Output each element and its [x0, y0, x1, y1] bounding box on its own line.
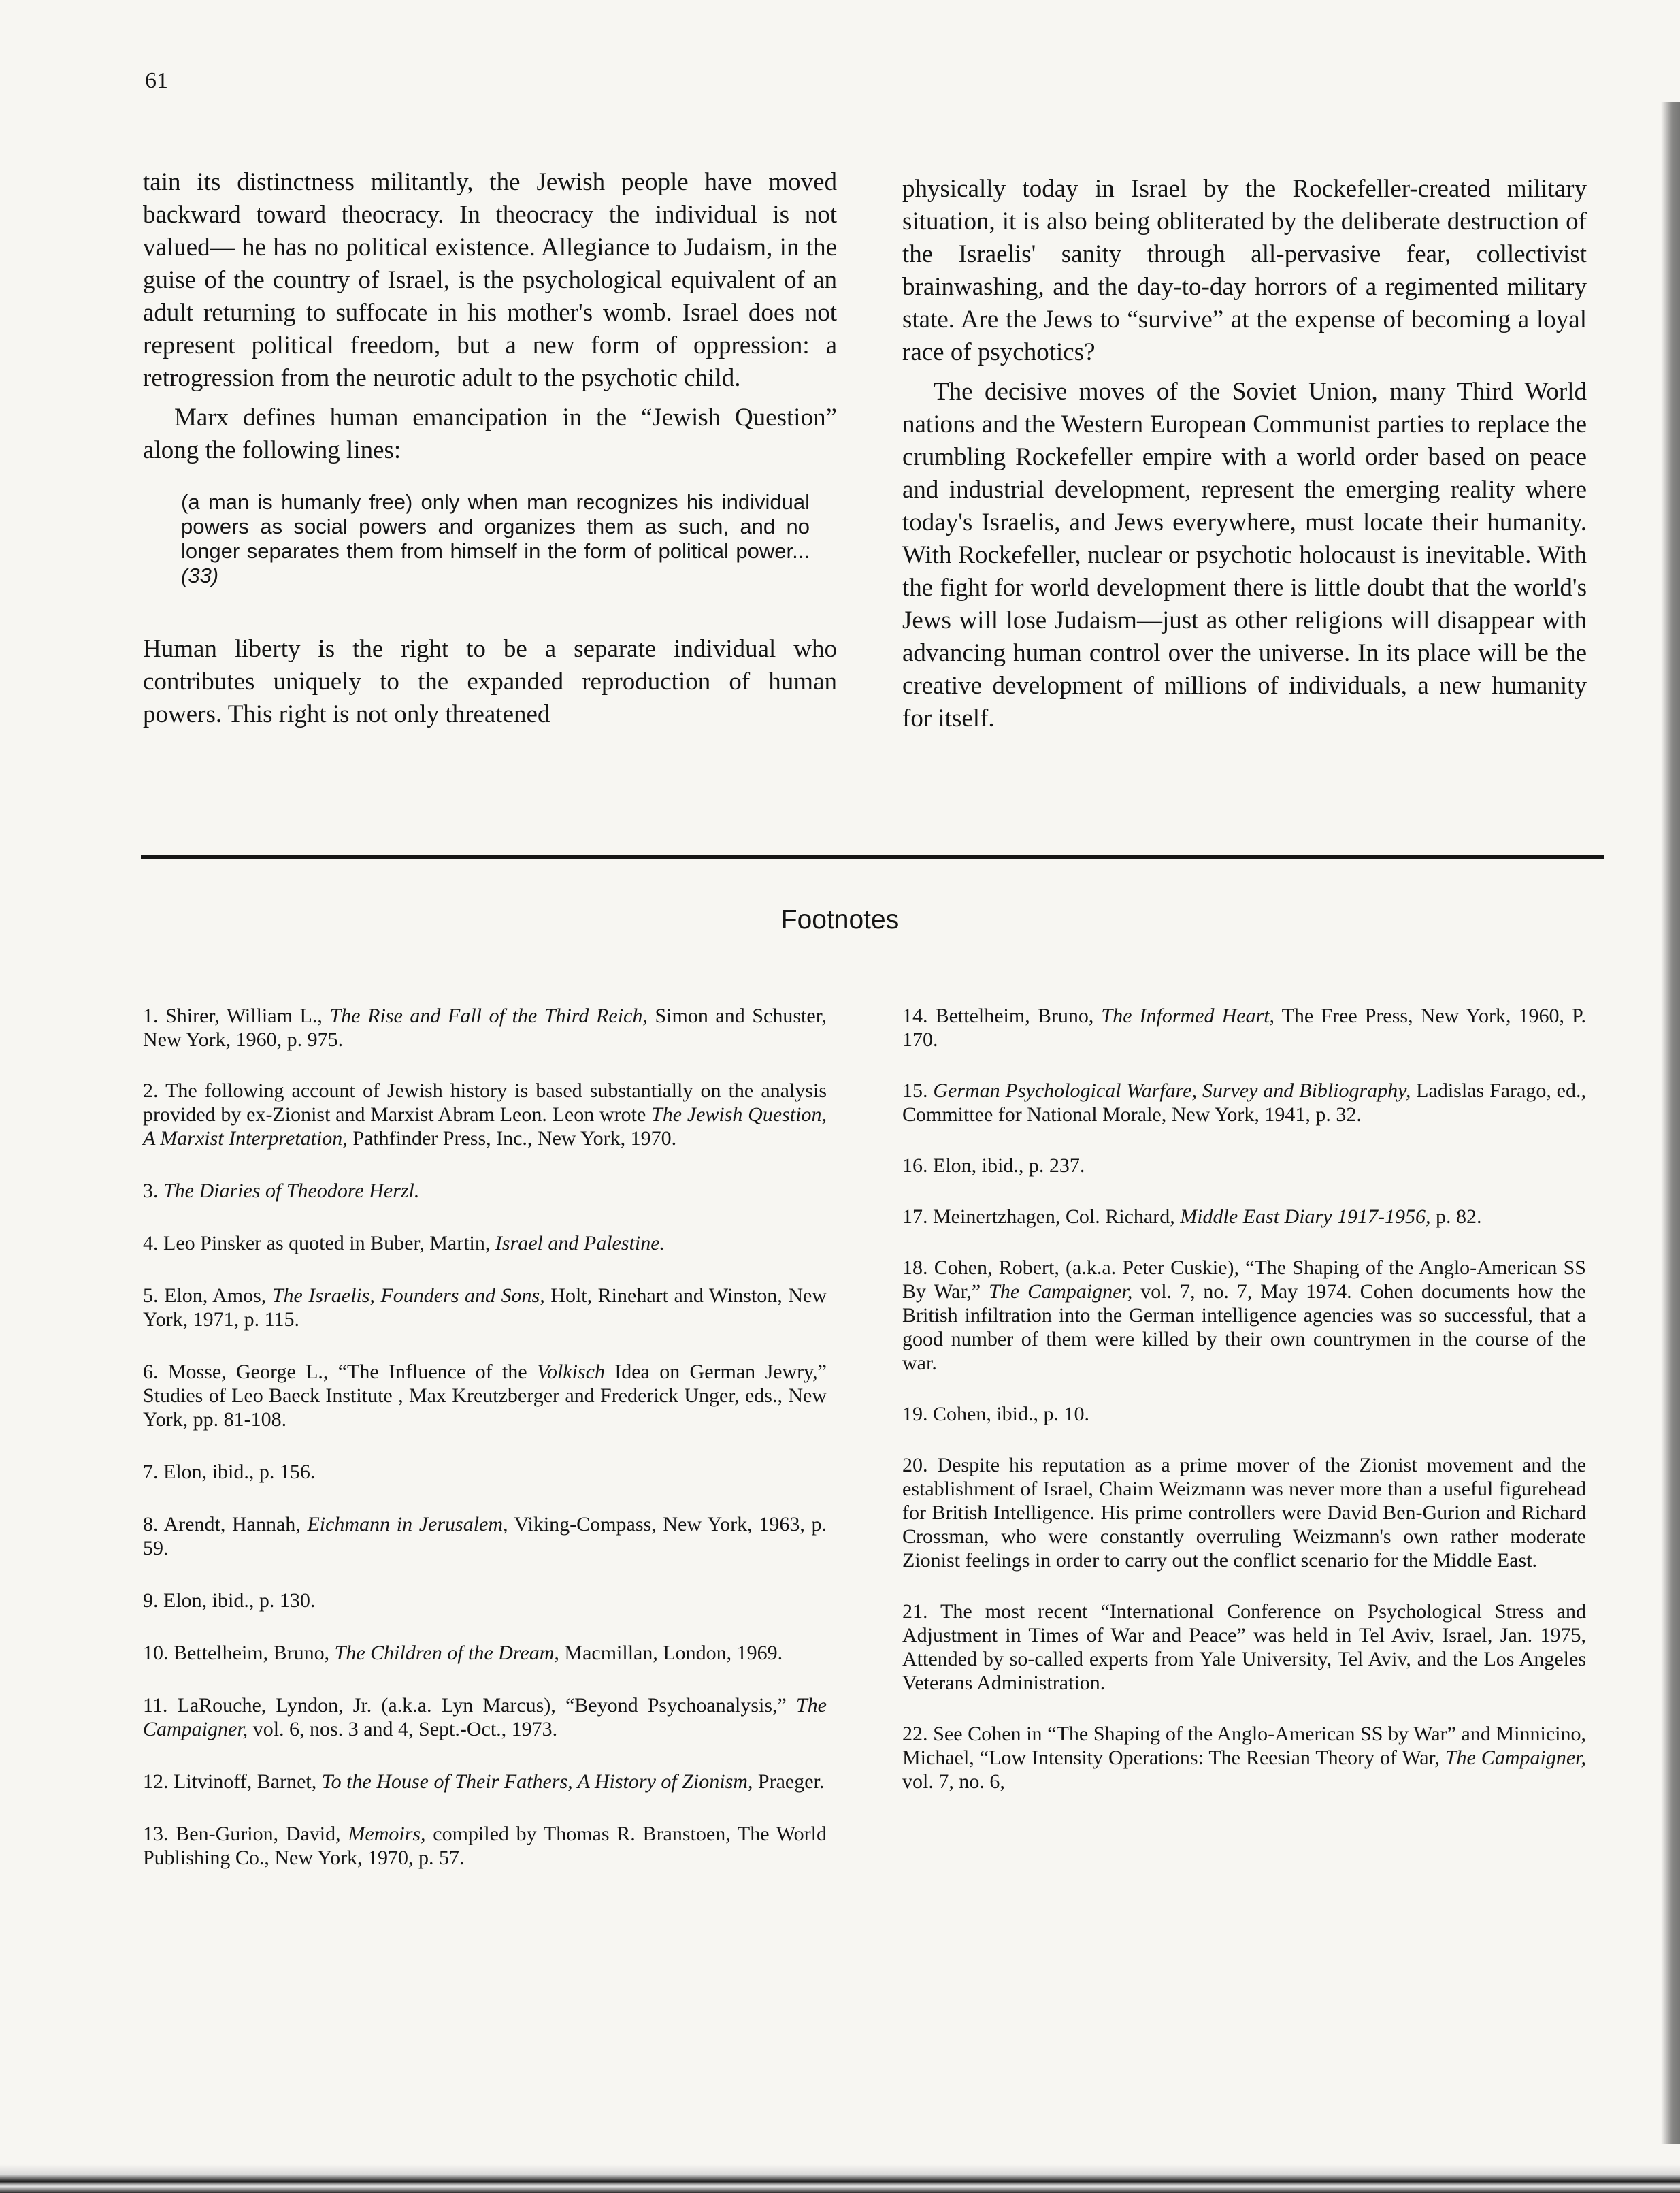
footnote-text: Viking-Compass, New York, 1963, p. 59. — [143, 1513, 827, 1559]
footnote-title: The Campaigner, — [1445, 1747, 1586, 1769]
footnote-18 — [902, 1256, 1586, 1375]
footnote-text: Macmillan, London, 1969. — [559, 1642, 783, 1664]
footnote-6 — [143, 1360, 827, 1431]
footnote-3 — [143, 1179, 827, 1203]
footnote-text: The most recent “International Conference on Psychological Stress and Adjustment in Times of War and Peace” was held in Tel Aviv, Israel, Jan. 1975, Attended by so-called experts from Yale University, Tel Aviv, and the Los Angeles Veterans Administration. — [902, 1600, 1586, 1694]
footnote-number: 9. — [143, 1589, 163, 1612]
footnote-text: Elon, ibid., p. 130. — [163, 1589, 316, 1612]
footnote-number: 7. — [143, 1461, 163, 1483]
section-divider — [141, 855, 1604, 859]
body-paragraph: physically today in Israel by the Rockefeller-created military situation, it is also being obliterated by the deliberate destruction of the Israelis' sanity through all-pervasive fear, collectivist brainwashing, and the day-to-day horrors of a regimented military state. Are the Jews to “survive” at the expense of becoming a loyal race of psychotics? — [902, 175, 1587, 366]
footnote-text: Leo Pinsker as quoted in Buber, Martin, — [163, 1232, 495, 1254]
footnote-text: Litvinoff, Barnet, — [174, 1770, 322, 1793]
footnote-7 — [143, 1460, 827, 1484]
footnote-number: 10. — [143, 1642, 174, 1664]
footnote-title: Israel and Palestine. — [495, 1232, 665, 1254]
footnote-number: 15. — [902, 1079, 934, 1102]
scan-bottom-edge — [0, 2164, 1680, 2193]
footnote-19 — [902, 1402, 1586, 1426]
footnote-title: To the House of Their Fathers, A History of Zionism, — [321, 1770, 753, 1793]
footnote-text: Ladislas Farago, ed., Committee for National Morale, New York, 1941, p. 32. — [902, 1079, 1586, 1126]
footnotes-column-left — [143, 1004, 827, 1870]
footnote-number: 2. — [143, 1079, 166, 1102]
footnote-text: Meinertzhagen, Col. Richard, — [933, 1205, 1181, 1228]
footnote-22 — [902, 1722, 1586, 1793]
block-quote — [181, 490, 810, 588]
footnote-number: 6. — [143, 1361, 168, 1383]
quote-text: (a man is humanly free) only when man recognizes his individual powers as social powers and organizes them as such, and no longer separates them from himself in the form of political power... — [181, 490, 810, 563]
footnote-number: 16. — [902, 1154, 933, 1177]
footnote-text: Elon, ibid., p. 237. — [933, 1154, 1085, 1177]
footnote-title: Volkisch — [536, 1361, 605, 1383]
footnote-text: Bettelheim, Bruno, — [935, 1005, 1102, 1027]
footnote-title: Middle East Diary 1917-1956, — [1180, 1205, 1431, 1228]
footnote-title: The Israelis, Founders and Sons, — [271, 1284, 545, 1307]
body-paragraph: Marx defines human emancipation in the “Jewish Question” along the following lines: — [143, 404, 837, 464]
footnote-text: compiled by Thomas R. Branstoen, The World Publishing Co., New York, 1970, p. 57. — [143, 1823, 827, 1869]
footnote-title: Memoirs, — [348, 1823, 426, 1845]
footnote-16 — [902, 1154, 1586, 1177]
footnote-text: Cohen, ibid., p. 10. — [933, 1403, 1089, 1425]
footnote-number: 11. — [143, 1694, 178, 1717]
footnote-5 — [143, 1284, 827, 1331]
footnote-text: vol. 7, no. 6, — [902, 1770, 1005, 1793]
footnote-text: Simon and Schuster, New York, 1960, p. 975. — [143, 1005, 827, 1051]
footnote-title: German Psychological Warfare, Survey and Bibliography, — [933, 1079, 1411, 1102]
footnote-11 — [143, 1693, 827, 1741]
footnote-8 — [143, 1512, 827, 1560]
footnote-text: vol. 7, no. 7, May 1974. Cohen documents how the British infiltration into the German intelligence agencies was so successful, that a good number of them were killed by their own countrymen in the course of the war. — [902, 1280, 1586, 1374]
footnote-number: 22. — [902, 1723, 934, 1745]
footnote-20 — [902, 1453, 1586, 1572]
footnote-number: 1. — [143, 1005, 166, 1027]
footnote-text: Elon, Amos, — [164, 1284, 272, 1307]
footnote-number: 12. — [143, 1770, 174, 1793]
footnote-text: Idea on German Jewry,” Studies of Leo Baeck Institute , Max Kreutzberger and Frederick Unger, eds., New York, pp. 81-108. — [143, 1361, 827, 1431]
footnote-number: 13. — [143, 1823, 176, 1845]
footnote-text: Bettelheim, Bruno, — [174, 1642, 335, 1664]
footnote-text: Shirer, William L., — [165, 1005, 330, 1027]
footnote-text: See Cohen in “The Shaping of the Anglo-American SS by War” and Minnicino, Michael, “Low Intensity Operations: The Reesian Theory of War, — [902, 1723, 1587, 1769]
footnote-14 — [902, 1004, 1586, 1052]
footnote-title: The Diaries of Theodore Herzl. — [163, 1180, 420, 1202]
footnote-15 — [902, 1079, 1586, 1126]
footnote-text: The following account of Jewish history is based substantially on the analysis provided by ex-Zionist and Marxist Abram Leon. Leon wrote — [143, 1079, 827, 1126]
footnote-title: Eichmann in Jerusalem, — [307, 1513, 508, 1536]
footnote-text: Praeger. — [753, 1770, 825, 1793]
footnote-text: Elon, ibid., p. 156. — [163, 1461, 316, 1483]
footnote-number: 5. — [143, 1284, 165, 1307]
footnote-number: 17. — [902, 1205, 933, 1228]
footnote-21 — [902, 1599, 1586, 1695]
footnote-number: 19. — [902, 1403, 933, 1425]
footnote-2 — [143, 1079, 827, 1150]
footnote-text: p. 82. — [1430, 1205, 1482, 1228]
footnotes-heading: Footnotes — [780, 905, 900, 935]
footnote-number: 8. — [143, 1513, 164, 1536]
footnote-13 — [143, 1822, 827, 1870]
footnote-title: The Children of the Dream, — [334, 1642, 559, 1664]
footnote-text: Cohen, Robert, (a.k.a. Peter Cuskie), “The Shaping of the Anglo-American SS By War,” — [902, 1256, 1586, 1303]
body-paragraph: Human liberty is the right to be a separate individual who contributes uniquely to the expanded reproduction of human powers. This right is not only threatened — [143, 635, 837, 728]
footnotes-column-right — [902, 1004, 1586, 1793]
footnote-text: Despite his reputation as a prime mover of the Zionist movement and the establishment of Israel, Chaim Weizmann was never more than a useful figurehead for British Intelligence. His prime controllers were David Ben-Gurion and Richard Crossman, who were constantly overruling Weizmann's own rather moderate Zionist feelings in order to carry out the conflict scenario for the Middle East. — [902, 1454, 1587, 1572]
footnote-number: 18. — [902, 1256, 934, 1279]
footnote-text: Holt, Rinehart and Winston, New York, 1971, p. 115. — [143, 1284, 827, 1331]
footnote-text: vol. 6, nos. 3 and 4, Sept.-Oct., 1973. — [248, 1718, 558, 1740]
body-column-left — [143, 166, 837, 731]
body-paragraph: tain its distinctness militantly, the Jewish people have moved backward toward theocracy. In theocracy the individual is not valued— he has no political existence. Allegiance to Judaism, in the guise of the country of Israel, is the psychological equivalent of an adult returning to suffocate in his mother's womb. Israel does not represent political freedom, but a new form of oppression: a retrogression from the neurotic adult to the psychotic child. — [143, 168, 837, 392]
footnote-number: 20. — [902, 1454, 938, 1476]
footnote-9 — [143, 1589, 827, 1612]
footnote-10 — [143, 1641, 827, 1665]
footnote-text: Mosse, George L., “The Influence of the — [167, 1361, 537, 1383]
body-column-right — [902, 173, 1587, 735]
footnote-text: LaRouche, Lyndon, Jr. (a.k.a. Lyn Marcus), “Beyond Psychoanalysis,” — [177, 1694, 796, 1717]
page-number: 61 — [145, 68, 168, 93]
footnote-number: 3. — [143, 1180, 163, 1202]
footnote-12 — [143, 1770, 827, 1793]
footnote-number: 21. — [902, 1600, 941, 1623]
footnote-title: The Campaigner, — [143, 1694, 827, 1740]
footnote-number: 14. — [902, 1005, 936, 1027]
footnote-text: The Free Press, New York, 1960, P. 170. — [902, 1005, 1586, 1051]
footnote-number: 4. — [143, 1232, 163, 1254]
footnote-17 — [902, 1205, 1586, 1229]
footnote-title: The Campaigner, — [989, 1280, 1133, 1303]
footnote-title: The Jewish Question, A Marxist Interpretation, — [143, 1103, 827, 1150]
footnote-title: The Rise and Fall of the Third Reich, — [329, 1005, 648, 1027]
scan-edge-shadow — [1661, 102, 1680, 2144]
body-paragraph: The decisive moves of the Soviet Union, many Third World nations and the Western European Communist parties to replace the crumbling Rockefeller empire with a world order based on peace and industrial development, represent the emerging reality where today's Israelis, and Jews everywhere, must locate their humanity. With Rockefeller, nuclear or psychotic holocaust is inevitable. With the fight for world development there is little doubt that the world's Jews will lose Judaism—just as other religions will disappear with advancing human control over the universe. In its place will be the creative development of millions of individuals, a new humanity for itself. — [902, 378, 1587, 732]
footnote-text: Ben-Gurion, David, — [176, 1823, 348, 1845]
footnote-text: Arendt, Hannah, — [163, 1513, 308, 1536]
footnote-4 — [143, 1231, 827, 1255]
footnote-text: Pathfinder Press, Inc., New York, 1970. — [347, 1127, 677, 1150]
footnote-title: The Informed Heart, — [1101, 1005, 1275, 1027]
footnote-1 — [143, 1004, 827, 1052]
quote-reference: (33) — [181, 564, 219, 587]
